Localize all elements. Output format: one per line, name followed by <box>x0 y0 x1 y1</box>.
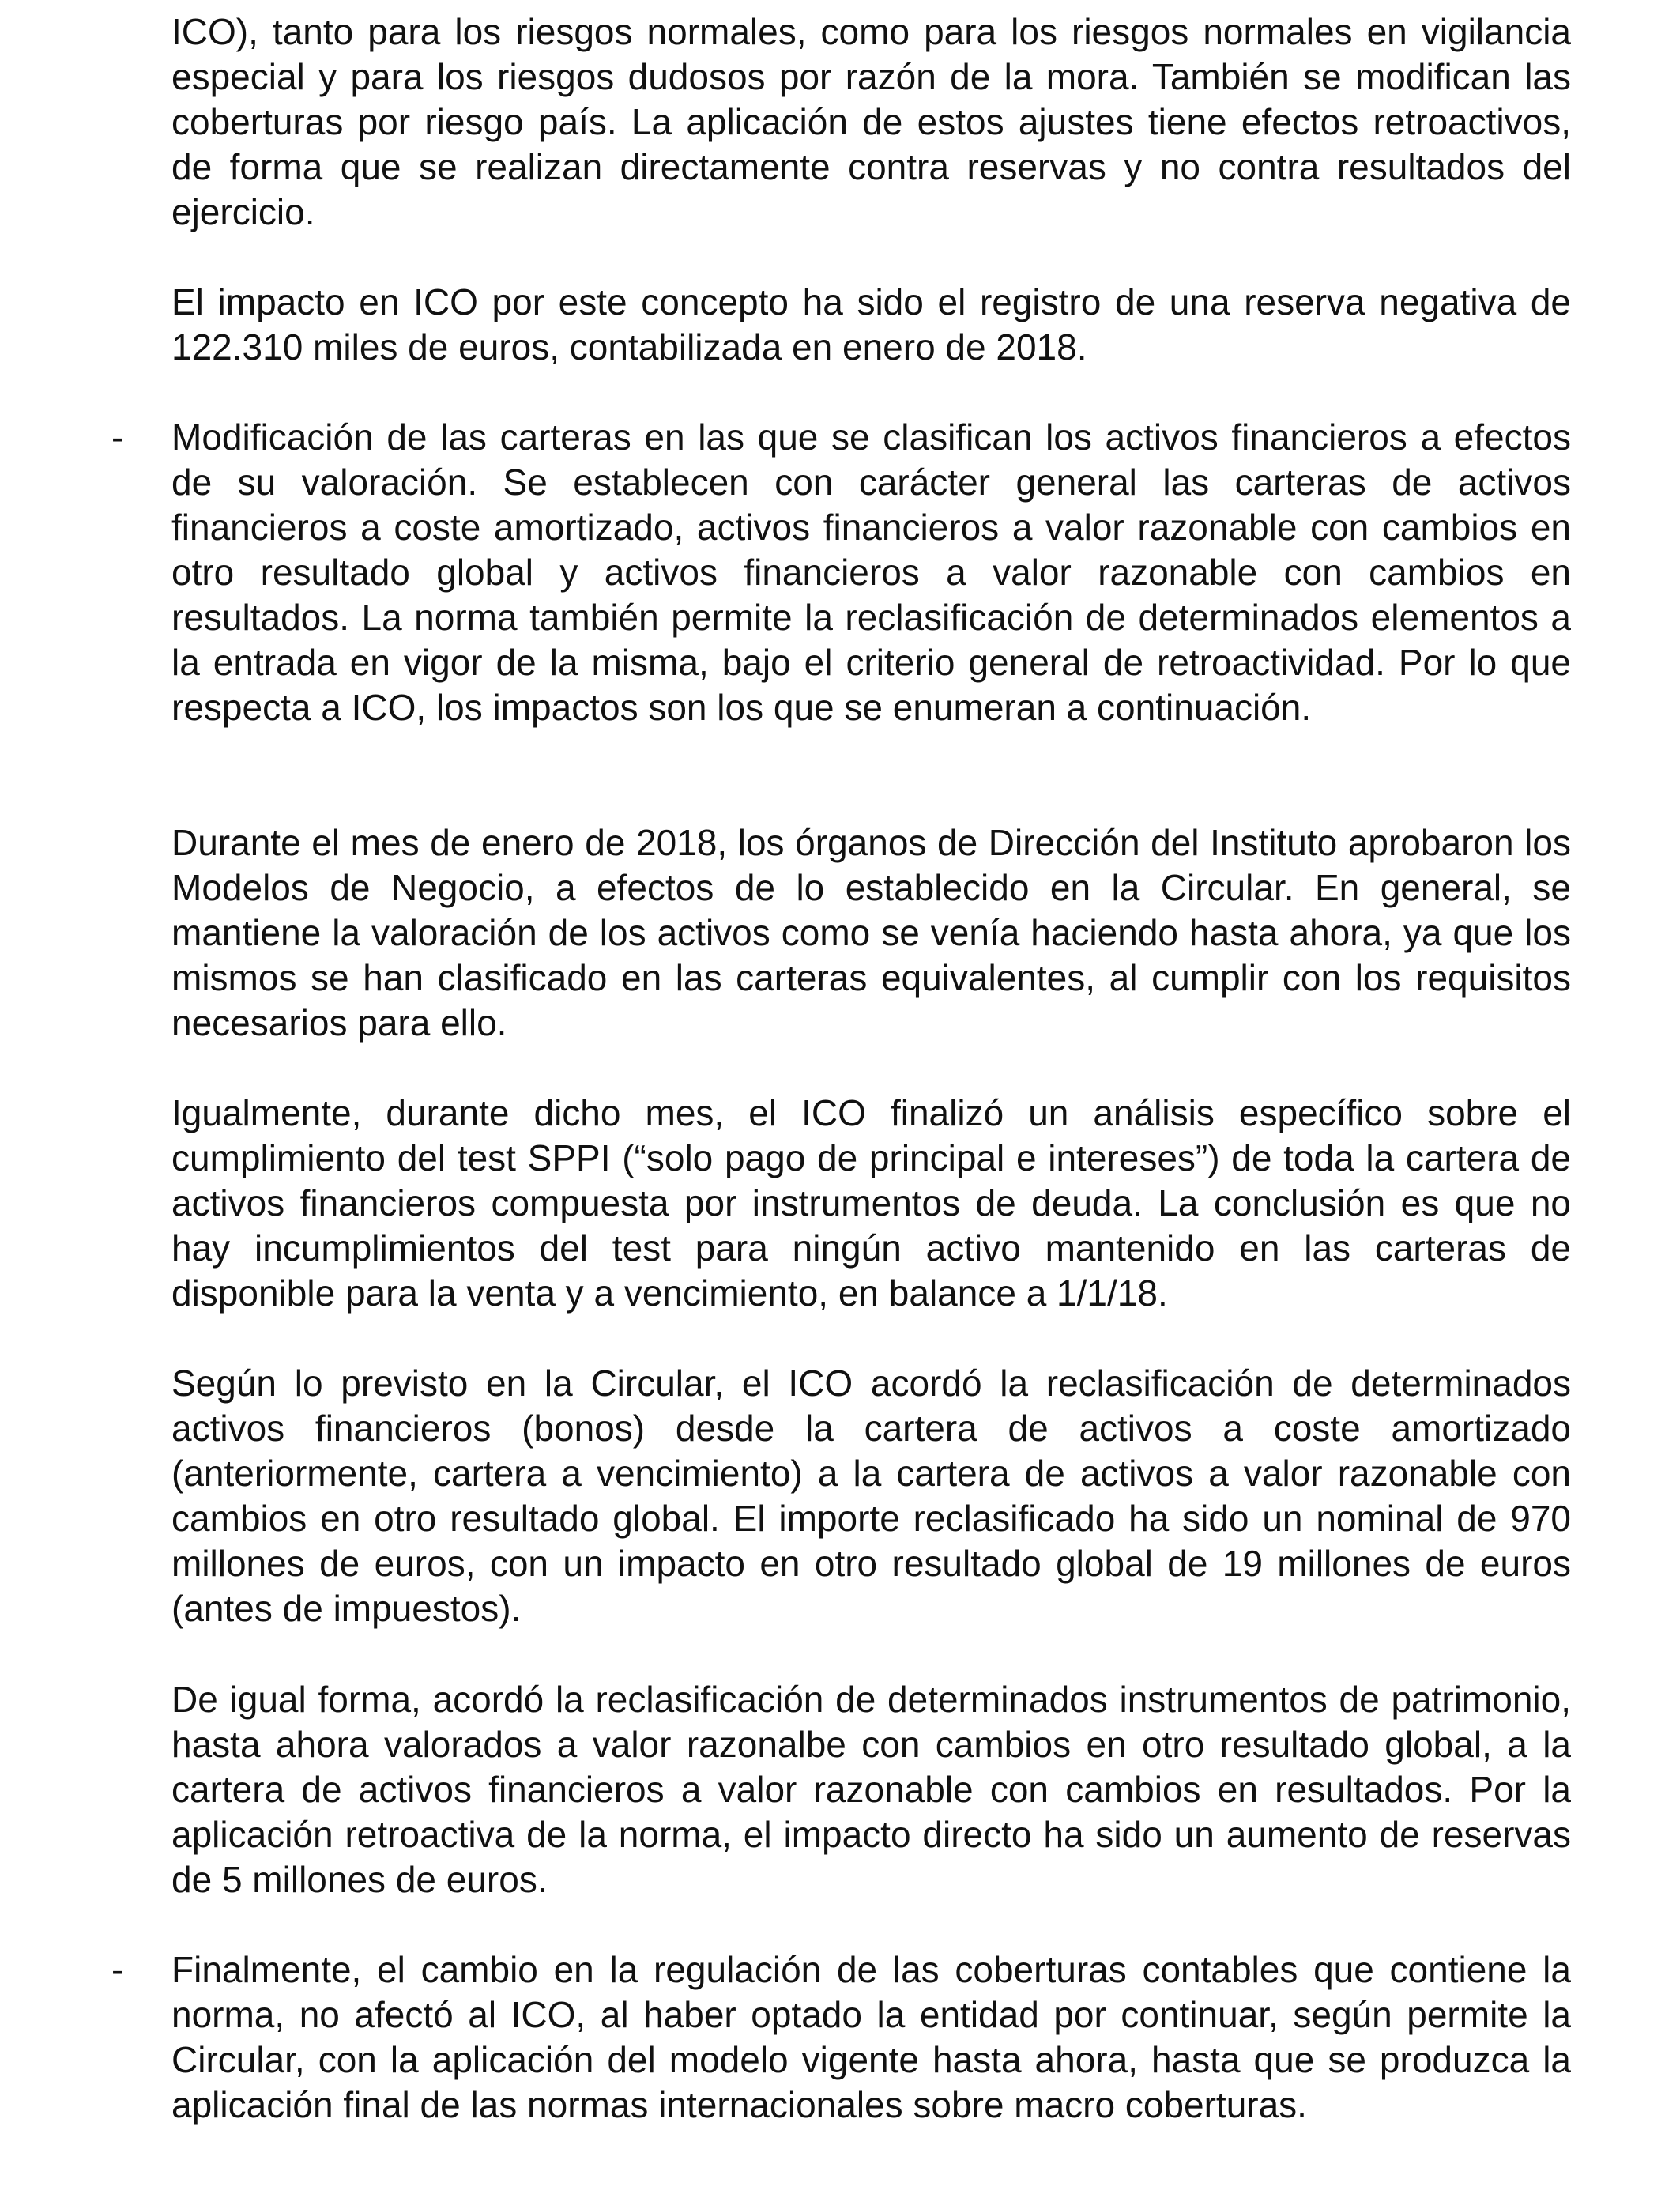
paragraph-reclasificacion-bonos: Según lo previsto en la Circular, el ICO acordó la reclasificación de determinados activos financieros (bonos) desde la cartera de activos a coste amortizado (anteriormente, cartera a vencimiento) a la cartera de activos a valor razonable con cambios en otro resultado global. El importe reclasificado ha sido un nominal de 970 millones de euros, con un impacto en otro resultado global de 19 millones de euros (antes de impuestos). <box>171 1363 1571 1629</box>
paragraph-impacto-reserva: El impacto en ICO por este concepto ha sido el registro de una reserva negativa de 122.310 miles de euros, contabilizada en enero de 2018. <box>171 281 1571 368</box>
paragraph-coberturas-riesgo: ICO), tanto para los riesgos normales, como para los riesgos normales en vigilancia especial y para los riesgos dudosos por razón de la mora. También se modifican las coberturas por riesgo país. La aplicación de estos ajustes tiene efectos retroactivos, de forma que se realizan directamente contra reservas y no contra resultados del ejercicio. <box>171 11 1571 232</box>
paragraph-test-sppi: Igualmente, durante dicho mes, el ICO finalizó un análisis específico sobre el cumplimiento del test SPPI (“solo pago de principal e intereses”) de toda la cartera de activos financieros compuesta por instrumentos de deuda. La conclusión es que no hay incumplimientos del test para ningún activo mantenido en las carteras de disponible para la venta y a vencimiento, en balance a 1/1/18. <box>171 1092 1571 1314</box>
bullet-modificacion-carteras: Modificación de las carteras en las que se clasifican los activos financieros a efectos de su valoración. Se establecen con carácter general las carteras de activos financieros a coste amortizado, activos financieros a valor razonable con cambios en otro resultado global y activos financieros a valor razonable con cambios en resultados. La norma también permite la reclasificación de determinados elementos a la entrada en vigor de la misma, bajo el criterio general de retroactividad. Por lo que respecta a ICO, los impactos son los que se enumeran a continuación. <box>171 417 1571 728</box>
bullet-marker: - <box>111 417 124 458</box>
paragraph-modelos-negocio: Durante el mes de enero de 2018, los órganos de Dirección del Instituto aprobaron los Modelos de Negocio, a efectos de lo establecido en la Circular. En general, se mantiene la valoración de los activos como se venía haciendo hasta ahora, ya que los mismos se han clasificado en las carteras equivalentes, al cumplir con los requisitos necesarios para ello. <box>171 822 1571 1043</box>
paragraph-instrumentos-patrimonio: De igual forma, acordó la reclasificación de determinados instrumentos de patrimonio, hasta ahora valorados a valor razonalbe con cambios en otro resultado global, a la cartera de activos financieros a valor razonable con cambios en resultados. Por la aplicación retroactiva de la norma, el impacto directo ha sido un aumento de reservas de 5 millones de euros. <box>171 1679 1571 1900</box>
bullet-coberturas-contables: Finalmente, el cambio en la regulación de las coberturas contables que contiene la norma, no afectó al ICO, al haber optado la entidad por continuar, según permite la Circular, con la aplicación del modelo vigente hasta ahora, hasta que se produzca la aplicación final de las normas internacionales sobre macro coberturas. <box>171 1949 1571 2125</box>
bullet-marker: - <box>111 1949 124 1990</box>
